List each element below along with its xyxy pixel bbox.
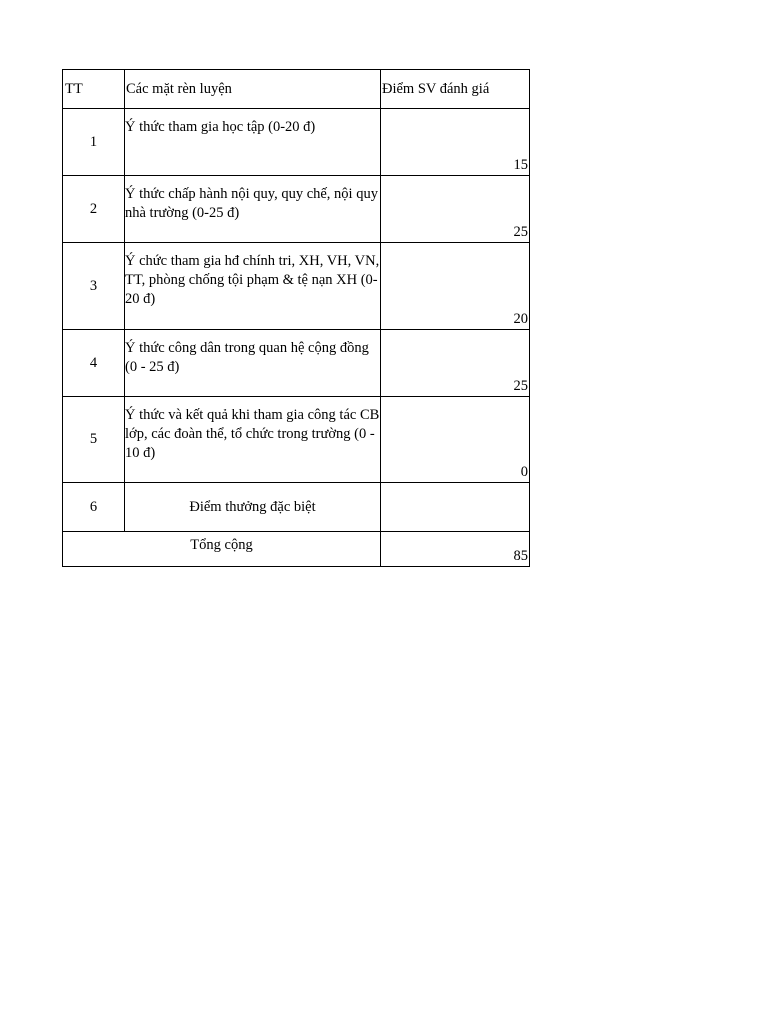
table-header-row xyxy=(63,70,530,109)
row-number: 2 xyxy=(63,176,125,243)
table-row xyxy=(63,243,530,330)
header-item: Các mặt rèn luyện xyxy=(125,70,381,109)
row-score[interactable]: 25 xyxy=(381,330,530,397)
row-number: 1 xyxy=(63,109,125,176)
row-item: Điểm thưởng đặc biệt xyxy=(125,483,381,532)
table-row xyxy=(63,483,530,532)
header-tt: TT xyxy=(63,70,125,109)
total-label: Tổng cộng xyxy=(63,532,381,567)
total-score[interactable]: 85 xyxy=(381,532,530,567)
assessment-table xyxy=(62,69,530,567)
row-score[interactable]: 25 xyxy=(381,176,530,243)
total-row xyxy=(63,532,530,567)
table-row xyxy=(63,330,530,397)
header-score: Điểm SV đánh giá xyxy=(381,70,530,109)
row-number: 5 xyxy=(63,397,125,483)
row-score[interactable]: 20 xyxy=(381,243,530,330)
table-row xyxy=(63,109,530,176)
row-item: Ý thức và kết quả khi tham gia công tác CB lớp, các đoàn thể, tổ chức trong trường (0 - 10 đ) xyxy=(125,397,381,483)
table-row xyxy=(63,176,530,243)
row-number: 6 xyxy=(63,483,125,532)
row-score[interactable]: 0 xyxy=(381,397,530,483)
row-item: Ý thức công dân trong quan hệ cộng đồng (0 - 25 đ) xyxy=(125,330,381,397)
row-item: Ý thức chấp hành nội quy, quy chế, nội quy nhà trường (0-25 đ) xyxy=(125,176,381,243)
row-item: Ý thức tham gia học tập (0-20 đ) xyxy=(125,109,381,176)
row-item: Ý chức tham gia hđ chính tri, XH, VH, VN, TT, phòng chống tội phạm & tệ nạn XH (0-20 đ) xyxy=(125,243,381,330)
row-score[interactable]: 15 xyxy=(381,109,530,176)
row-number: 4 xyxy=(63,330,125,397)
row-score[interactable] xyxy=(381,483,530,532)
row-number: 3 xyxy=(63,243,125,330)
table-row xyxy=(63,397,530,483)
